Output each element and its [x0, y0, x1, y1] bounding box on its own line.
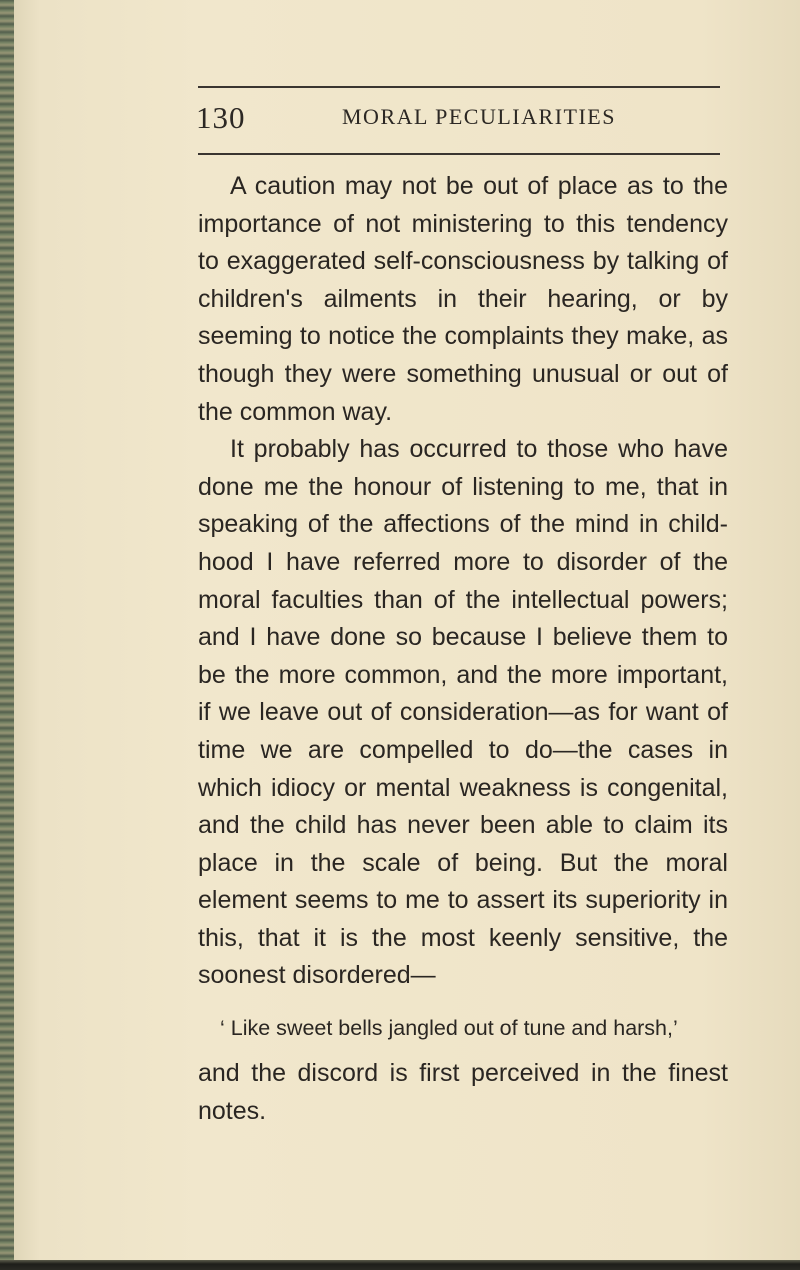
- page-number: 130: [196, 100, 246, 135]
- paragraph-3: and the discord is first perceived in the finest notes.: [198, 1059, 728, 1125]
- quotation: ‘ Like sweet bells jangled out of tune and harsh,’: [220, 1016, 678, 1041]
- header-rule-top: [198, 86, 720, 88]
- paragraph-2: It probably has occurred to those who have done me the honour of listening to me, that in speaking of the affections of the mind in child-hood I have referred more to disorder of the moral faculties than of the intellectual powers; and I have done so because I believe them to be the more common, and the more important, if we leave out of consideration—as for want of time we are compelled to do—the cases in which idiocy or mental weakness is congenital, and the child has never been able to claim its place in the scale of being. But the moral element seems to me to assert its superiority in this, that it is the most keenly sensitive, the soonest disordered—: [198, 435, 728, 990]
- paragraph-1: A caution may not be out of place as to the importance of not ministering to this tendency to exaggerated self-consciousness by talking of children's ailments in their hearing, or by seeming to notice the complaints they make, as though they were something unusual or out of the common way.: [198, 172, 728, 426]
- header-rule-bottom: [198, 153, 720, 155]
- running-head: MORAL PECULIARITIES: [342, 104, 616, 129]
- page-header: [196, 100, 726, 144]
- page-bottom-edge: [0, 1260, 800, 1270]
- book-binding-edge: [0, 0, 14, 1270]
- body-text: [198, 168, 728, 1130]
